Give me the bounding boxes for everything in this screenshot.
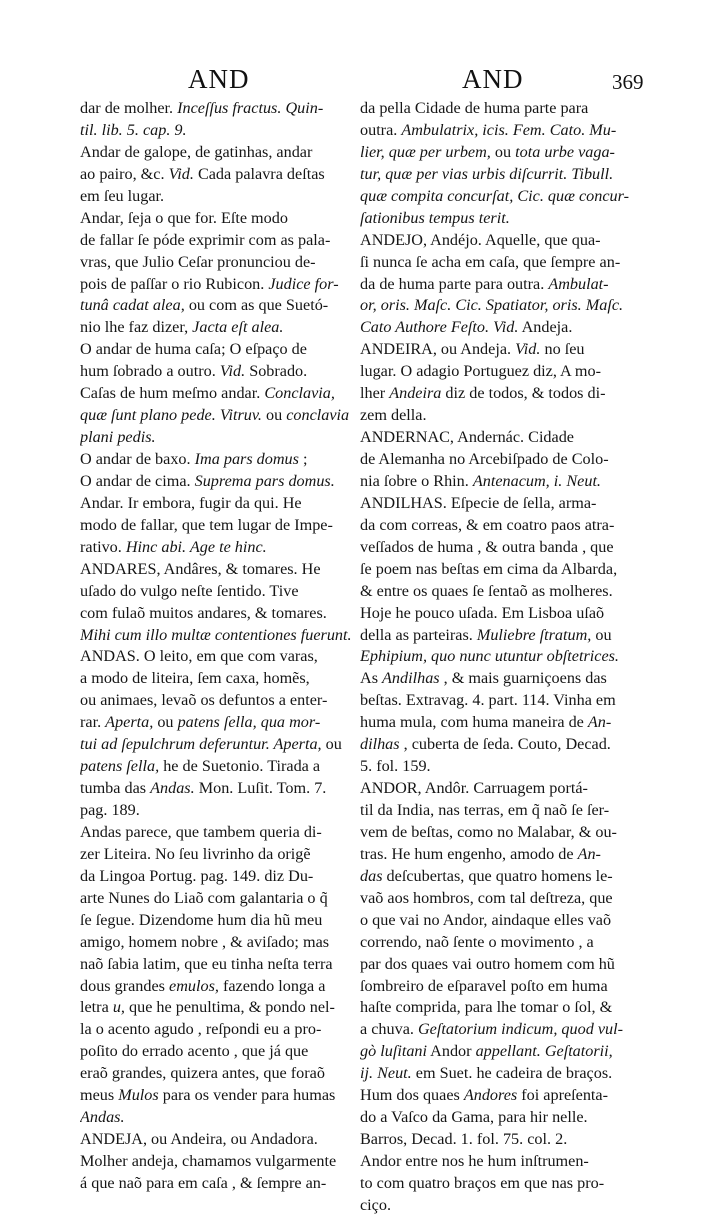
text-run: & entre os quaes ſe ſentaõ as molheres. <box>360 581 613 600</box>
left-running-head: AND <box>188 64 250 94</box>
text-run: vras, que Julio Ceſar pronunciou de- <box>80 252 316 271</box>
text-run: letra <box>80 998 113 1017</box>
text-run: O andar de baxo. <box>80 450 195 468</box>
text-line <box>80 646 357 668</box>
text-run: zer Liteira. No ſeu livrinho da origẽ <box>80 844 311 863</box>
text-line <box>360 1019 642 1041</box>
italic-latin-text: Conclavia, <box>264 384 335 403</box>
text-run: O andar de cima. <box>80 471 195 490</box>
text-line <box>80 581 357 603</box>
text-run: della as parteiras. <box>360 625 477 644</box>
text-run: As <box>360 669 383 688</box>
text-line <box>80 449 357 471</box>
text-line <box>360 603 642 625</box>
text-line <box>80 800 357 822</box>
text-line <box>80 690 357 712</box>
italic-latin-text: tota urbe vaga- <box>515 142 615 161</box>
text-line <box>80 734 357 756</box>
text-line <box>80 1151 357 1173</box>
text-line <box>360 668 642 690</box>
text-line <box>80 822 357 844</box>
text-line <box>360 98 642 120</box>
page-number: 369 <box>612 70 644 94</box>
text-line <box>360 252 642 274</box>
text-line <box>360 427 642 449</box>
text-line <box>360 1129 642 1151</box>
text-line <box>80 493 357 515</box>
italic-latin-text: plani pedis. <box>80 428 156 447</box>
italic-latin-text: An- <box>587 713 612 732</box>
italic-latin-text: Andores <box>463 1086 518 1105</box>
italic-latin-text: quæ ſunt plano pede. Vitruv. <box>80 406 262 425</box>
text-line <box>80 186 357 208</box>
italic-latin-text: Geſtatorium indicum, quod vul- <box>417 1020 623 1039</box>
text-run: ou <box>490 142 516 161</box>
text-line <box>80 427 357 449</box>
right-running-head: AND <box>462 64 524 94</box>
text-run: beſtas. Extravag. 4. part. 114. Vinha em <box>360 691 616 710</box>
text-run: ou <box>321 735 342 754</box>
text-line <box>80 274 357 296</box>
left-text-column <box>80 98 357 1195</box>
text-run: Sobrado. <box>245 362 308 381</box>
text-line <box>80 295 357 317</box>
text-run: ANDERNAC, Andernác. Cidade <box>360 428 574 447</box>
italic-latin-text: Vid. <box>219 362 246 381</box>
text-line <box>80 208 357 230</box>
text-run: naõ ſabia latim, que eu tinha neſta terra <box>80 954 333 973</box>
text-run: ſe ſegue. Dizendome hum dia hũ meu <box>80 910 323 929</box>
text-line <box>80 339 357 361</box>
text-run: ANDEJO, Andéjo. Aquelle, que qua- <box>360 230 601 249</box>
italic-latin-text: ij. Neut. <box>360 1064 412 1083</box>
text-run: rar. <box>80 713 106 732</box>
text-run: correndo, naõ ſente o movimento , a <box>360 932 594 951</box>
text-run: zem della. <box>360 406 427 425</box>
text-run: tumba das <box>80 779 151 798</box>
italic-latin-text: tur, quæ per vias urbis diſcurrit. Tibull. <box>360 164 614 183</box>
text-run: a chuva. <box>360 1020 418 1039</box>
text-run: veſſados de huma , & outra banda , que <box>360 537 614 556</box>
text-run: Andas parece, que tambem queria di- <box>80 822 322 841</box>
italic-latin-text: patens ſella, <box>80 757 160 776</box>
text-line <box>360 471 642 493</box>
text-line <box>80 778 357 800</box>
italic-latin-text: gò luſitani <box>360 1042 428 1061</box>
text-line <box>360 339 642 361</box>
italic-latin-text: Andas. <box>80 1108 125 1127</box>
text-line <box>80 1107 357 1129</box>
text-run: vem de beſtas, como no Malabar, & ou- <box>360 822 617 841</box>
text-line <box>360 778 642 800</box>
italic-latin-text: or, oris. Maſc. Cic. Spatiator, oris. Maſc. <box>360 296 624 315</box>
text-run: pag. 189. <box>80 801 140 819</box>
text-run: Andor entre nos he hum inſtrumen- <box>360 1152 589 1170</box>
italic-latin-text: Ephipium, quo nunc utuntur obſtetrices. <box>360 647 619 666</box>
text-line <box>360 997 642 1019</box>
italic-latin-text: Aperta, <box>105 713 154 732</box>
text-line <box>360 186 642 208</box>
text-line <box>360 274 642 296</box>
text-run: arte Nunes do Liaõ com galantaria o q̃ <box>80 888 328 907</box>
text-line <box>80 932 357 954</box>
text-run: Molher andeja, chamamos vulgarmente <box>80 1152 337 1170</box>
text-run: fazendo longa a <box>218 976 326 995</box>
text-run: modo de fallar, que tem lugar de Impe- <box>80 515 333 534</box>
text-run: o que vai no Andor, aindaque elles vaõ <box>360 910 612 929</box>
text-line <box>80 954 357 976</box>
text-run: ou com as que Suetó- <box>184 296 329 315</box>
text-run: Andar de galope, de gatinhas, andar <box>80 142 313 161</box>
text-line <box>360 1107 642 1129</box>
italic-latin-text: Inceſſus fractus. Quin- <box>177 99 324 117</box>
text-run: em ſeu lugar. <box>80 186 165 205</box>
text-line <box>360 932 642 954</box>
text-run: ANDILHAS. Eſpecie de ſella, arma- <box>360 493 597 512</box>
text-run: ANDOR, Andôr. Carruagem portá- <box>360 779 588 798</box>
italic-latin-text: appellant. Geſtatorii, <box>475 1042 613 1061</box>
text-run: á que naõ para em caſa , & ſempre an- <box>80 1173 327 1192</box>
text-run: Andeja. <box>518 318 573 337</box>
text-run: lugar. O adagio Portuguez diz, A mo- <box>360 362 601 381</box>
text-line <box>360 712 642 734</box>
text-line <box>80 1129 357 1151</box>
text-line <box>80 559 357 581</box>
text-line <box>360 954 642 976</box>
text-run: Caſas de hum meſmo andar. <box>80 384 265 403</box>
text-run: ou animaes, levaõ os defuntos a enter- <box>80 691 328 710</box>
text-line <box>360 208 642 230</box>
italic-latin-text: til. lib. 5. cap. 9. <box>80 120 187 139</box>
text-run: ſe poem nas beſtas em cima da Albarda, <box>360 559 618 578</box>
text-run: O andar de huma caſa; O eſpaço de <box>80 340 307 359</box>
text-run: outra. <box>360 120 402 139</box>
text-run: dar de molher. <box>80 99 178 117</box>
text-line <box>360 581 642 603</box>
text-run: ; <box>298 450 308 468</box>
italic-latin-text: Jacta eſt alea. <box>192 318 284 337</box>
text-line <box>80 252 357 274</box>
text-line <box>360 1151 642 1173</box>
italic-latin-text: lier, quæ per urbem, <box>360 142 491 161</box>
text-run: dous grandes <box>80 976 170 995</box>
text-run: deſcubertas, que quatro homens le- <box>382 866 613 885</box>
text-line <box>80 142 357 164</box>
text-run: , & mais guarniçoens das <box>439 669 607 688</box>
text-line <box>80 405 357 427</box>
text-line <box>80 756 357 778</box>
text-line <box>360 822 642 844</box>
text-line <box>360 1195 642 1217</box>
text-line <box>80 603 357 625</box>
text-line <box>360 383 642 405</box>
text-run: vaõ aos hombros, com tal deſtreza, que <box>360 888 613 907</box>
text-run: ou <box>153 713 178 732</box>
text-run: Andor <box>427 1042 476 1061</box>
text-run: pois de paſſar o rio Rubicon. <box>80 274 269 293</box>
italic-latin-text: Ambulatrix, icis. Fem. Cato. Mu- <box>401 120 617 139</box>
text-line <box>360 317 642 339</box>
text-line <box>360 756 642 778</box>
italic-latin-text: Judice for- <box>268 274 339 293</box>
italic-latin-text: Antenacum, i. Neut. <box>472 471 601 490</box>
text-line <box>80 997 357 1019</box>
text-run: diz de todos, & todos di- <box>441 384 606 403</box>
text-run: Andar, ſeja o que for. Eſte modo <box>80 208 288 227</box>
text-run: da Lingoa Portug. pag. 149. diz Du- <box>80 866 314 885</box>
text-run: ou <box>261 406 287 425</box>
italic-latin-text: Vid. <box>515 340 541 359</box>
text-line <box>360 449 642 471</box>
text-line <box>360 537 642 559</box>
text-run: a modo de liteira, ſem caxa, homẽs, <box>80 669 310 688</box>
text-line <box>360 866 642 888</box>
text-run: ANDAS. O leito, em que com varas, <box>80 647 318 666</box>
text-run: 5. fol. 159. <box>360 757 431 776</box>
text-line <box>80 1173 357 1195</box>
text-run: Andar. Ir embora, fugir da qui. He <box>80 493 302 512</box>
italic-latin-text: Suprema pars domus. <box>194 471 335 490</box>
text-run: ANDEIRA, ou Andeja. <box>360 340 516 359</box>
text-line <box>360 1173 642 1195</box>
text-run: Cada palavra deſtas <box>193 164 325 183</box>
italic-latin-text: dilhas <box>360 735 400 754</box>
text-line <box>80 910 357 932</box>
italic-latin-text: das <box>360 866 383 885</box>
text-run: ANDEJA, ou Andeira, ou Andadora. <box>80 1130 318 1149</box>
italic-latin-text: Ambulat- <box>548 274 609 293</box>
text-run: to com quatro braços em que nas pro- <box>360 1173 605 1192</box>
italic-latin-text: Andeira <box>389 384 442 403</box>
right-text-column <box>360 98 642 1217</box>
text-line <box>360 1041 642 1063</box>
text-line <box>80 383 357 405</box>
text-line <box>80 164 357 186</box>
text-run: ſi nunca ſe acha em caſa, que ſempre an- <box>360 252 621 271</box>
italic-latin-text: tunâ cadat alea, <box>80 296 185 315</box>
text-line <box>80 844 357 866</box>
text-run: da de huma parte para outra. <box>360 274 549 293</box>
text-line <box>80 712 357 734</box>
text-run: meus <box>80 1086 119 1105</box>
text-run: Hum dos quaes <box>360 1086 464 1105</box>
text-run: Mon. Luſit. Tom. 7. <box>194 779 327 798</box>
text-line <box>80 1019 357 1041</box>
text-line <box>360 734 642 756</box>
text-line <box>80 361 357 383</box>
text-run: de fallar ſe póde exprimir com as pala- <box>80 230 331 249</box>
text-line <box>360 559 642 581</box>
text-line <box>360 1063 642 1085</box>
text-line <box>360 164 642 186</box>
text-line <box>80 98 357 120</box>
italic-latin-text: Cato Authore Feſto. Vid. <box>360 318 519 337</box>
italic-latin-text: Muliebre ſtratum, <box>476 625 592 644</box>
italic-latin-text: Andilhas <box>382 669 440 688</box>
text-line <box>80 317 357 339</box>
text-line <box>80 866 357 888</box>
text-line <box>80 537 357 559</box>
text-line <box>360 910 642 932</box>
text-run: ao pairo, &c. <box>80 164 169 183</box>
text-run: em Suet. he cadeira de braços. <box>411 1064 613 1083</box>
italic-latin-text: conclavia <box>286 406 350 425</box>
text-run: lher <box>360 384 390 403</box>
text-line <box>360 230 642 252</box>
text-run: ANDARES, Andâres, & tomares. He <box>80 559 321 578</box>
italic-latin-text: An- <box>577 844 601 863</box>
text-line <box>360 120 642 142</box>
text-line <box>360 800 642 822</box>
text-line <box>360 976 642 998</box>
italic-latin-text: quæ compita concurſat, Cic. quæ concur- <box>360 186 629 205</box>
italic-latin-text: tui ad ſepulchrum deferuntur. Aperta, <box>80 735 322 754</box>
text-run: Hoje he pouco uſada. Em Lisboa uſaõ <box>360 603 605 622</box>
text-run: para os vender para humas <box>158 1086 336 1105</box>
text-run: no ſeu <box>540 340 585 359</box>
text-line <box>80 230 357 252</box>
text-line <box>360 142 642 164</box>
italic-latin-text: Hinc abi. Age te hinc. <box>125 537 267 556</box>
text-run: nia ſobre o Rhin. <box>360 471 473 490</box>
text-run: hum ſobrado a outro. <box>80 362 220 381</box>
text-run: Barros, Decad. 1. fol. 75. col. 2. <box>360 1130 568 1149</box>
italic-latin-text: Ima pars domus <box>194 450 299 468</box>
text-line <box>360 625 642 647</box>
italic-latin-text: emulos, <box>169 976 219 995</box>
text-line <box>360 1085 642 1107</box>
text-run: ou <box>591 625 612 644</box>
text-line <box>80 1063 357 1085</box>
text-line <box>360 646 642 668</box>
text-run: ciço. <box>360 1195 392 1214</box>
text-line <box>80 1041 357 1063</box>
text-line <box>80 888 357 910</box>
text-line <box>360 405 642 427</box>
text-line <box>80 976 357 998</box>
text-line <box>80 471 357 493</box>
italic-latin-text: Mulos <box>118 1086 159 1105</box>
italic-latin-text: patens ſella, qua mor- <box>177 713 321 732</box>
text-run: til da India, nas terras, em q̃ naõ ſe ſer- <box>360 801 610 819</box>
italic-latin-text: Vid. <box>168 164 194 183</box>
text-run: , cuberta de ſeda. Couto, Decad. <box>399 735 611 754</box>
text-run: da com correas, & em coatro paos atra- <box>360 515 615 534</box>
text-run: haſte comprida, para lhe tomar o ſol, & <box>360 998 613 1017</box>
text-line <box>360 493 642 515</box>
text-run: de Alemanha no Arcebiſpado de Colo- <box>360 450 609 468</box>
text-run: huma mula, com huma maneira de <box>360 713 588 732</box>
italic-latin-text: u, <box>112 998 125 1017</box>
text-run: he de Suetonio. Tirada a <box>159 757 321 776</box>
text-run: rativo. <box>80 537 126 556</box>
text-run: amigo, homem nobre , & aviſado; mas <box>80 932 330 951</box>
text-run: do a Vaſco da Gama, para hir nelle. <box>360 1108 588 1127</box>
text-line <box>80 515 357 537</box>
text-run: com fulaõ muitos andares, & tomares. <box>80 603 327 622</box>
italic-latin-text: Mihi cum illo multæ contentiones fuerunt. <box>80 625 352 644</box>
text-run: eraõ grandes, quizera antes, que foraõ <box>80 1064 325 1083</box>
text-line <box>80 668 357 690</box>
text-run: nio lhe faz dizer, <box>80 318 193 337</box>
text-run: tras. He hum engenho, amodo de <box>360 844 578 863</box>
text-line <box>360 361 642 383</box>
text-line <box>360 888 642 910</box>
text-run: ſombreiro de eſparavel poſto em huma <box>360 976 608 995</box>
text-run: poſito do errado acento , que já que <box>80 1042 309 1061</box>
text-line <box>80 120 357 142</box>
text-line <box>80 625 357 647</box>
italic-latin-text: Andas. <box>150 779 195 798</box>
text-run: par dos quaes vai outro homem com hũ <box>360 954 615 973</box>
text-run: que he penultima, & pondo nel- <box>124 998 335 1017</box>
text-run: foi apreſenta- <box>517 1086 608 1105</box>
text-run: la o acento agudo , reſpondi eu a pro- <box>80 1020 322 1039</box>
text-run: uſado do vulgo neſte ſentido. Tive <box>80 581 299 600</box>
text-run: da pella Cidade de huma parte para <box>360 99 589 117</box>
text-line <box>360 515 642 537</box>
italic-latin-text: ſationibus tempus terit. <box>360 208 510 227</box>
text-line <box>360 844 642 866</box>
text-line <box>360 295 642 317</box>
text-line <box>360 690 642 712</box>
text-line <box>80 1085 357 1107</box>
